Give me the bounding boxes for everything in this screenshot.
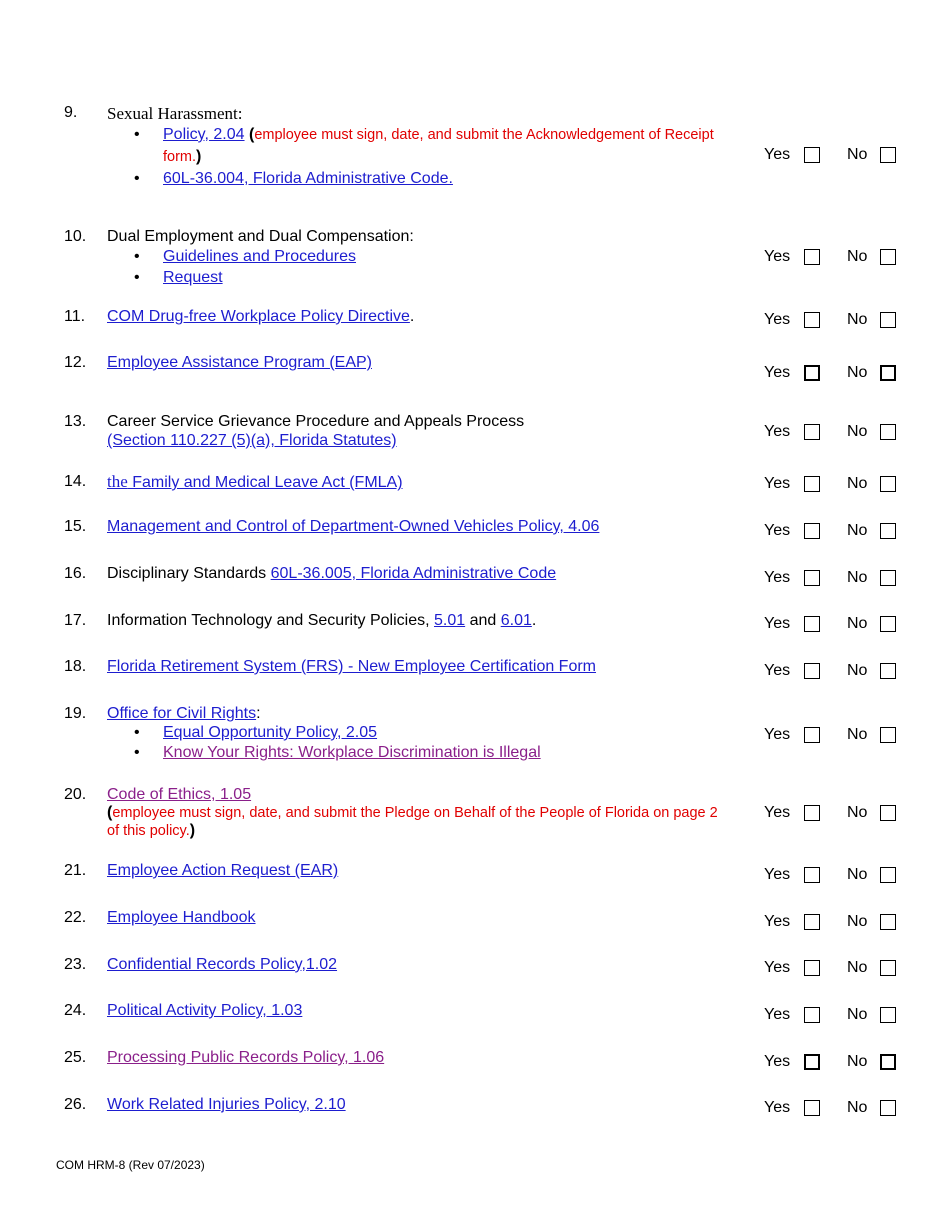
item-text: Information Technology and Security Policies, — [107, 612, 434, 629]
item-title: Sexual Harassment: — [107, 104, 243, 123]
no-label: No — [847, 1099, 868, 1116]
item-number: 26. — [64, 1096, 87, 1113]
handbook-link[interactable]: Employee Handbook — [107, 909, 256, 926]
paren-open: ( — [248, 126, 255, 143]
eap-link[interactable]: Employee Assistance Program (EAP) — [107, 354, 372, 371]
no-checkbox[interactable] — [880, 1007, 896, 1023]
fmla-link[interactable] — [107, 474, 403, 491]
item-body — [107, 517, 727, 536]
item-body — [107, 1048, 727, 1067]
no-label: No — [847, 662, 868, 679]
item-body — [107, 1001, 727, 1020]
drug-free-policy-link[interactable]: COM Drug-free Workplace Policy Directive — [107, 308, 410, 325]
no-label: No — [847, 248, 868, 265]
yes-checkbox[interactable] — [804, 365, 820, 381]
item-body — [107, 785, 722, 840]
bullet-glyph: • — [134, 724, 140, 741]
no-checkbox[interactable] — [880, 727, 896, 743]
paren-close: ) — [189, 822, 196, 839]
item-number: 23. — [64, 956, 87, 973]
item-body — [107, 103, 727, 189]
harassment-policy-link[interactable]: Policy, 2.04 — [163, 126, 245, 143]
vehicles-policy-link[interactable]: Management and Control of Department-Owned Vehicles Policy, 4.06 — [107, 518, 600, 535]
item-number: 14. — [64, 473, 87, 490]
pledge-note-wrap — [107, 804, 722, 840]
no-label: No — [847, 804, 868, 821]
item-number: 22. — [64, 909, 87, 926]
public-records-link[interactable]: Processing Public Records Policy, 1.06 — [107, 1049, 385, 1066]
yes-checkbox[interactable] — [804, 805, 820, 821]
form-footer: COM HRM-8 (Rev 07/2023) — [56, 1158, 205, 1172]
no-checkbox[interactable] — [880, 960, 896, 976]
harassment-code-link[interactable]: 60L-36.004, Florida Administrative Code. — [163, 170, 453, 187]
yes-checkbox[interactable] — [804, 663, 820, 679]
no-checkbox[interactable] — [880, 523, 896, 539]
item-number: 21. — [64, 862, 87, 879]
period: . — [409, 308, 415, 325]
item-number: 25. — [64, 1049, 87, 1066]
item-title: Dual Employment and Dual Compensation: — [107, 228, 414, 245]
no-label: No — [847, 1006, 868, 1023]
yes-checkbox[interactable] — [804, 914, 820, 930]
bullet-glyph: • — [134, 248, 140, 265]
policy-5-01-link[interactable]: 5.01 — [434, 612, 466, 629]
colon: : — [256, 705, 261, 722]
item-body — [107, 704, 727, 763]
yes-checkbox[interactable] — [804, 249, 820, 265]
no-checkbox[interactable] — [880, 616, 896, 632]
item-body — [107, 412, 727, 450]
no-label: No — [847, 569, 868, 586]
item-body — [107, 564, 727, 583]
no-checkbox[interactable] — [880, 249, 896, 265]
yes-label: Yes — [764, 1006, 791, 1023]
item-number: 18. — [64, 658, 87, 675]
item-body — [107, 227, 727, 288]
bullet-glyph: • — [134, 170, 140, 187]
no-label: No — [847, 311, 868, 328]
yes-label: Yes — [764, 804, 791, 821]
no-checkbox[interactable] — [880, 867, 896, 883]
paren-open: ( — [107, 804, 113, 821]
statutes-link[interactable]: (Section 110.227 (5)(a), Florida Statutes) — [107, 432, 397, 449]
item-number: 19. — [64, 705, 87, 722]
item-body — [107, 955, 727, 974]
bullet-item — [107, 246, 727, 267]
item-body — [107, 908, 727, 927]
yes-label: Yes — [764, 615, 791, 632]
no-label: No — [847, 146, 868, 163]
no-checkbox[interactable] — [880, 1100, 896, 1116]
yes-label: Yes — [764, 311, 791, 328]
yes-checkbox[interactable] — [804, 424, 820, 440]
item-number: 12. — [64, 354, 87, 371]
guidelines-link[interactable]: Guidelines and Procedures — [163, 248, 357, 265]
item-number: 9. — [64, 104, 78, 121]
yes-checkbox[interactable] — [804, 476, 820, 492]
know-your-rights-link[interactable]: Know Your Rights: Workplace Discrimination is Illegal — [163, 744, 541, 761]
work-injuries-link[interactable]: Work Related Injuries Policy, 2.10 — [107, 1096, 346, 1113]
item-body — [107, 1095, 727, 1114]
item-body — [107, 611, 727, 630]
political-activity-link[interactable]: Political Activity Policy, 1.03 — [107, 1002, 303, 1019]
yes-checkbox[interactable] — [804, 523, 820, 539]
item-body — [107, 307, 727, 326]
no-label: No — [847, 1053, 868, 1070]
no-label: No — [847, 726, 868, 743]
fmla-link-prefix: the — [107, 472, 128, 491]
no-checkbox[interactable] — [880, 1054, 896, 1070]
yes-label: Yes — [764, 1099, 791, 1116]
no-label: No — [847, 959, 868, 976]
yes-checkbox[interactable] — [804, 960, 820, 976]
item-body — [107, 861, 727, 880]
yes-checkbox[interactable] — [804, 312, 820, 328]
yes-label: Yes — [764, 569, 791, 586]
pledge-note: employee must sign, date, and submit the Pledge on Behalf of the People of Florida on page 2 of this policy. — [107, 805, 718, 839]
item-text: Disciplinary Standards — [107, 565, 271, 582]
no-checkbox[interactable] — [880, 476, 896, 492]
no-label: No — [847, 475, 868, 492]
paren-close: ) — [196, 148, 202, 165]
yes-label: Yes — [764, 146, 791, 163]
yes-checkbox[interactable] — [804, 570, 820, 586]
no-checkbox[interactable] — [880, 312, 896, 328]
yes-label: Yes — [764, 522, 791, 539]
item-body — [107, 353, 727, 372]
no-label: No — [847, 364, 868, 381]
item-number: 13. — [64, 413, 87, 430]
item-number: 17. — [64, 612, 87, 629]
item-title: Career Service Grievance Procedure and Appeals Process — [107, 413, 525, 430]
no-label: No — [847, 866, 868, 883]
item-text-and: and — [465, 612, 501, 629]
yes-label: Yes — [764, 1053, 791, 1070]
acknowledgement-note: employee must sign, date, and submit the Acknowledgement of Receipt form. — [163, 127, 714, 165]
yes-label: Yes — [764, 248, 791, 265]
yes-label: Yes — [764, 364, 791, 381]
no-label: No — [847, 913, 868, 930]
no-label: No — [847, 423, 868, 440]
yes-label: Yes — [764, 866, 791, 883]
yes-checkbox[interactable] — [804, 867, 820, 883]
bullet-item — [107, 267, 727, 288]
no-label: No — [847, 615, 868, 632]
policy-6-01-link[interactable]: 6.01 — [500, 612, 532, 629]
no-checkbox[interactable] — [880, 663, 896, 679]
yes-checkbox[interactable] — [804, 616, 820, 632]
yes-checkbox[interactable] — [804, 1007, 820, 1023]
bullet-glyph: • — [134, 126, 140, 143]
bullet-item — [107, 723, 727, 743]
yes-checkbox[interactable] — [804, 1100, 820, 1116]
bullet-item — [107, 168, 727, 189]
no-checkbox[interactable] — [880, 365, 896, 381]
item-body — [107, 472, 727, 492]
item-number: 24. — [64, 1002, 87, 1019]
yes-checkbox[interactable] — [804, 1054, 820, 1070]
yes-checkbox[interactable] — [804, 147, 820, 163]
no-checkbox[interactable] — [880, 424, 896, 440]
request-link[interactable]: Request — [163, 269, 223, 286]
equal-opportunity-link[interactable]: Equal Opportunity Policy, 2.05 — [163, 724, 378, 741]
no-checkbox[interactable] — [880, 805, 896, 821]
period: . — [531, 612, 537, 629]
code-of-ethics-link[interactable]: Code of Ethics, 1.05 — [107, 786, 252, 803]
no-checkbox[interactable] — [880, 147, 896, 163]
no-label: No — [847, 522, 868, 539]
civil-rights-link[interactable]: Office for Civil Rights — [107, 705, 257, 722]
bullet-glyph: • — [134, 744, 140, 761]
fmla-link-text: Family and Medical Leave Act (FMLA) — [127, 474, 403, 491]
item-body — [107, 657, 727, 676]
ear-link[interactable]: Employee Action Request (EAR) — [107, 862, 339, 879]
bullet-glyph: • — [134, 269, 140, 286]
bullet-item — [107, 743, 727, 763]
disciplinary-code-link[interactable]: 60L-36.005, Florida Administrative Code — [270, 565, 557, 582]
no-checkbox[interactable] — [880, 914, 896, 930]
bullet-item — [107, 124, 727, 168]
item-number: 20. — [64, 786, 87, 803]
item-number: 15. — [64, 518, 87, 535]
yes-label: Yes — [764, 475, 791, 492]
item-number: 16. — [64, 565, 87, 582]
yes-label: Yes — [764, 959, 791, 976]
frs-form-link[interactable]: Florida Retirement System (FRS) - New Employee Certification Form — [107, 658, 597, 675]
yes-label: Yes — [764, 913, 791, 930]
confidential-records-link[interactable]: Confidential Records Policy,1.02 — [107, 956, 338, 973]
yes-label: Yes — [764, 662, 791, 679]
yes-checkbox[interactable] — [804, 727, 820, 743]
yes-label: Yes — [764, 726, 791, 743]
item-number: 11. — [64, 308, 86, 325]
yes-label: Yes — [764, 423, 791, 440]
no-checkbox[interactable] — [880, 570, 896, 586]
item-number: 10. — [64, 228, 87, 245]
